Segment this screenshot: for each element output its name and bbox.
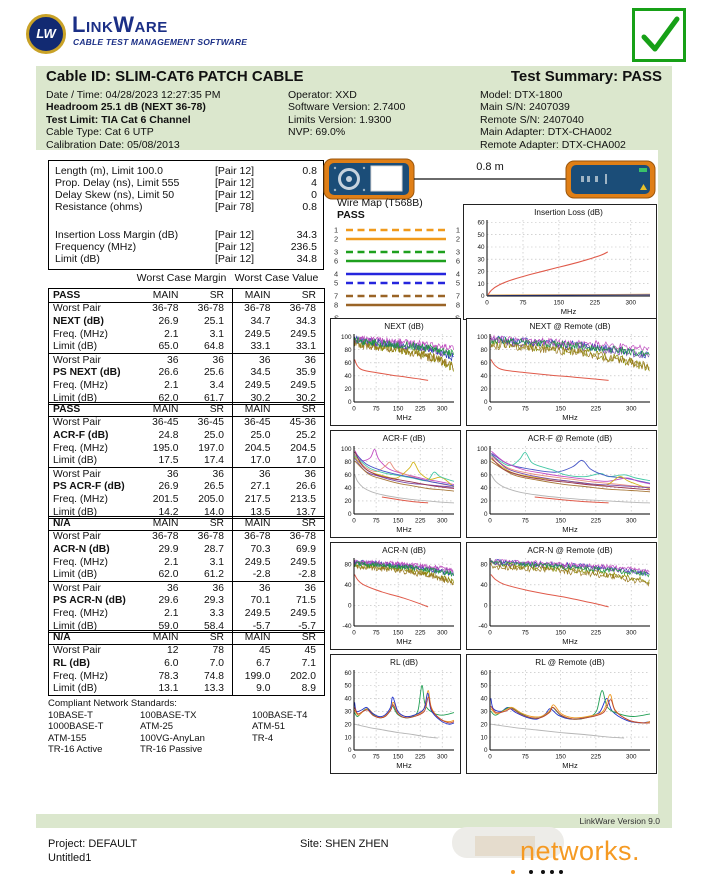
standards-row: TR-16 Active TR-16 Passive	[48, 744, 203, 755]
svg-text:150: 150	[553, 299, 565, 307]
svg-text:20: 20	[344, 386, 352, 394]
brand-dot	[541, 870, 545, 874]
svg-text:100: 100	[476, 445, 488, 453]
svg-text:150: 150	[392, 629, 404, 637]
header-info-line: Main S/N: 2407039	[480, 101, 570, 114]
report-header	[36, 66, 672, 150]
svg-text:100: 100	[340, 445, 352, 453]
header-info-line: NVP: 69.0%	[288, 126, 346, 139]
test-summary: Test Summary: PASS	[510, 68, 662, 85]
header-info-line: Cable Type: Cat 6 UTP	[46, 126, 154, 139]
cable-id: Cable ID: SLIM-CAT6 PATCH CABLE	[46, 68, 304, 85]
svg-text:0: 0	[352, 405, 356, 413]
svg-text:225: 225	[414, 405, 426, 413]
svg-text:75: 75	[519, 299, 527, 307]
brand-dot	[559, 870, 563, 874]
linkware-version: LinkWare Version 9.0	[579, 816, 660, 826]
chart-acrn_main	[330, 542, 461, 650]
chart-svg-acrf_main	[331, 431, 460, 537]
standards-row: 1000BASE-T ATM-25 ATM-51	[48, 721, 286, 732]
brand-dot	[550, 870, 554, 874]
measurement-table: PASS MAIN SR MAIN SR Worst Pair 36-45 36-45 36-45 45-36 ACR-F (dB) 24.8 25.0 25.0 25.2 Freq. (MHz) 195.0 197.0 204.5 204.5 Limit (dB) 17.5 17.4 17.0 17.0 Worst Pair 36 36 36 36 PS ACR-F (dB) 26.9 26.5 27.1 26.6 Freq. (MHz) 201.5 205.0 217.5 213.5 Limit (dB) 14.2 14.0 13.5 13.7	[48, 402, 324, 519]
svg-text:0: 0	[347, 511, 352, 519]
svg-text:0: 0	[352, 753, 356, 761]
svg-text:30: 30	[477, 256, 485, 264]
svg-text:MHz: MHz	[562, 761, 578, 770]
svg-text:20: 20	[344, 498, 352, 506]
summary-row: Prop. Delay (ns), Limit 555 [Pair 12] 4	[55, 177, 317, 189]
svg-text:300: 300	[625, 405, 637, 413]
svg-text:1: 1	[455, 225, 460, 235]
svg-text:75: 75	[521, 517, 529, 525]
svg-text:5: 5	[334, 278, 339, 288]
svg-text:30: 30	[480, 708, 488, 716]
summary-row: Limit (dB) [Pair 12] 34.8	[55, 253, 317, 265]
header-info-line: Remote S/N: 2407040	[480, 113, 584, 126]
svg-text:150: 150	[555, 753, 566, 761]
svg-text:150: 150	[392, 405, 404, 413]
project-label: Project: DEFAULT	[48, 838, 138, 850]
svg-text:80: 80	[344, 458, 352, 466]
svg-text:3: 3	[334, 247, 339, 257]
measurement-table: N/A MAIN SR MAIN SR Worst Pair 36-78 36-78 36-78 36-78 ACR-N (dB) 29.9 28.7 70.3 69.9 Freq. (MHz) 2.1 3.1 249.5 249.5 Limit (dB) 62.0 61.2 -2.8 -2.8 Worst Pair 36 36 36 36 PS ACR-N (dB) 29.6 29.3 70.1 71.5 Freq. (MHz) 2.1 3.3 249.5 249.5 Limit (dB) 59.0 58.4 -5.7 -5.7	[48, 516, 324, 633]
brand-networks-logo: networks.	[520, 836, 641, 866]
svg-text:300: 300	[625, 753, 637, 761]
svg-text:1: 1	[334, 225, 339, 235]
svg-text:0: 0	[488, 629, 492, 637]
svg-text:60: 60	[480, 669, 488, 677]
chart-rl_remote	[466, 654, 657, 774]
svg-text:5: 5	[455, 278, 460, 288]
length-summary-box	[48, 160, 324, 270]
brand-dot	[529, 870, 533, 874]
svg-text:RL (dB): RL (dB)	[390, 658, 418, 667]
svg-text:0: 0	[483, 602, 488, 610]
svg-text:75: 75	[372, 405, 380, 413]
footer-band	[36, 814, 672, 828]
chart-svg-acrn_remote	[467, 543, 656, 649]
svg-text:MHz: MHz	[562, 525, 578, 534]
svg-text:7: 7	[334, 291, 339, 301]
svg-text:0: 0	[480, 293, 485, 301]
svg-text:60: 60	[344, 669, 352, 677]
wiremap-diagram	[333, 223, 461, 330]
svg-text:3: 3	[455, 247, 460, 257]
worst-case-header	[48, 272, 324, 284]
svg-text:60: 60	[344, 472, 352, 479]
svg-text:0.8 m: 0.8 m	[476, 161, 504, 173]
svg-text:MHz: MHz	[396, 525, 412, 534]
svg-text:20: 20	[480, 498, 488, 506]
app-title: LinkWare	[72, 12, 168, 37]
summary-row: Frequency (MHz) [Pair 12] 236.5	[55, 241, 317, 253]
svg-text:150: 150	[555, 629, 566, 637]
svg-text:0: 0	[347, 602, 352, 610]
svg-text:MHz: MHz	[396, 637, 412, 646]
svg-text:4: 4	[334, 269, 339, 279]
svg-text:MHz: MHz	[562, 413, 578, 422]
svg-text:225: 225	[590, 753, 602, 761]
svg-text:75: 75	[372, 629, 380, 637]
svg-text:0: 0	[347, 399, 352, 407]
chart-svg-acrn_main	[331, 543, 460, 649]
svg-text:300: 300	[436, 517, 448, 525]
svg-text:100: 100	[340, 333, 352, 341]
svg-text:MHz: MHz	[396, 413, 412, 422]
svg-text:-40: -40	[478, 623, 488, 631]
svg-text:40: 40	[344, 582, 352, 589]
right-margin-strip	[658, 150, 672, 814]
brand-dot-orange	[511, 870, 515, 874]
svg-text:75: 75	[521, 629, 529, 637]
svg-text:0: 0	[488, 753, 492, 761]
svg-text:0: 0	[347, 747, 352, 755]
svg-text:60: 60	[480, 472, 488, 479]
svg-text:40: 40	[344, 485, 352, 492]
svg-text:225: 225	[589, 299, 601, 307]
svg-text:75: 75	[372, 517, 380, 525]
svg-text:40: 40	[477, 244, 485, 252]
svg-text:40: 40	[480, 373, 488, 380]
svg-text:40: 40	[480, 695, 488, 703]
svg-text:MHz: MHz	[396, 761, 412, 770]
chart-svg-next_main	[331, 319, 460, 425]
svg-text:0: 0	[488, 517, 492, 525]
svg-text:MHz: MHz	[562, 637, 578, 646]
svg-text:40: 40	[480, 485, 488, 492]
app-subtitle: CABLE TEST MANAGEMENT SOFTWARE	[73, 37, 248, 47]
svg-text:300: 300	[436, 753, 448, 761]
svg-text:60: 60	[344, 360, 352, 367]
svg-text:225: 225	[414, 517, 426, 525]
svg-text:0: 0	[352, 629, 356, 637]
svg-text:80: 80	[344, 346, 352, 354]
header-info-line: Calibration Date: 05/08/2013	[46, 138, 180, 151]
chart-acrf_remote	[466, 430, 657, 538]
header-info-line: Operator: XXD	[288, 89, 357, 101]
standards-row: 10BASE-T 100BASE-TX 100BASE-T4	[48, 709, 308, 721]
header-info-line: Model: DTX-1800	[480, 89, 563, 101]
header-col-middle	[288, 89, 405, 139]
svg-text:0: 0	[483, 399, 488, 407]
svg-text:20: 20	[480, 386, 488, 394]
svg-text:150: 150	[555, 517, 566, 525]
svg-text:225: 225	[590, 629, 602, 637]
wiremap-title-text: Wire Map (T568B)	[337, 197, 423, 209]
chart-next_main	[330, 318, 461, 426]
header-info-line: Remote Adapter: DTX-CHA002	[480, 138, 626, 151]
worst-case-value-label: Worst Case Value	[234, 272, 319, 284]
svg-text:40: 40	[344, 373, 352, 380]
tester-devices-svg	[323, 156, 657, 202]
chart-svg-acrf_remote	[467, 431, 656, 537]
svg-text:225: 225	[590, 405, 602, 413]
svg-text:8: 8	[455, 300, 460, 310]
svg-text:75: 75	[521, 405, 529, 413]
svg-text:150: 150	[555, 405, 566, 413]
measurement-table: PASS MAIN SR MAIN SR Worst Pair 36-78 36-78 36-78 36-78 NEXT (dB) 26.9 25.1 34.7 34.3 Freq. (MHz) 2.1 3.1 249.5 249.5 Limit (dB) 65.0 64.8 33.1 33.1 Worst Pair 36 36 36 36 PS NEXT (dB) 26.6 25.6 34.5 35.9 Freq. (MHz) 2.1 3.4 249.5 249.5 Limit (dB) 62.0 61.7 30.2 30.2	[48, 288, 324, 405]
svg-text:80: 80	[480, 561, 488, 569]
network-standards	[48, 698, 338, 756]
measurement-table: N/A MAIN SR MAIN SR Worst Pair 12 78 45 45 RL (dB) 6.0 7.0 6.7 7.1 Freq. (MHz) 78.3 74.8 199.0 202.0 Limit (dB) 13.1 13.3 9.0 8.9	[48, 630, 324, 696]
wiremap-status: PASS	[337, 209, 365, 221]
svg-text:40: 40	[344, 695, 352, 703]
svg-text:50: 50	[480, 682, 488, 690]
svg-text:10: 10	[344, 734, 352, 742]
svg-text:80: 80	[480, 346, 488, 354]
summary-row: Resistance (ohms) [Pair 78] 0.8	[55, 201, 317, 213]
svg-text:60: 60	[477, 219, 485, 227]
svg-text:100: 100	[476, 333, 488, 341]
standards-title: Compliant Network Standards:	[48, 698, 177, 709]
svg-text:300: 300	[625, 299, 637, 307]
summary-row: Delay Skew (ns), Limit 50 [Pair 12] 0	[55, 189, 317, 201]
svg-text:80: 80	[344, 561, 352, 569]
header-info-line: Test Limit: TIA Cat 6 Channel	[46, 113, 191, 126]
svg-text:RL @ Remote (dB): RL @ Remote (dB)	[535, 658, 605, 667]
svg-text:6: 6	[455, 256, 460, 266]
svg-text:75: 75	[372, 753, 380, 761]
wiremap-title	[337, 197, 423, 221]
svg-text:0: 0	[488, 405, 492, 413]
untitled-label: Untitled1	[48, 852, 92, 864]
svg-text:ACR-N @ Remote (dB): ACR-N @ Remote (dB)	[527, 546, 613, 555]
header-col-left	[46, 89, 221, 151]
chart-next_remote	[466, 318, 657, 426]
checkmark-icon	[635, 11, 683, 59]
svg-text:-40: -40	[342, 623, 352, 631]
svg-text:0: 0	[483, 747, 488, 755]
svg-text:225: 225	[414, 753, 426, 761]
svg-text:20: 20	[480, 721, 488, 729]
header-info-line: Date / Time: 04/28/2023 12:27:35 PM	[46, 89, 221, 101]
header-col-right	[480, 89, 626, 151]
svg-text:2: 2	[455, 234, 460, 244]
worst-case-margin-label: Worst Case Margin	[136, 272, 227, 284]
svg-text:ACR-F @ Remote (dB): ACR-F @ Remote (dB)	[527, 434, 613, 443]
svg-text:50: 50	[477, 231, 485, 239]
svg-text:225: 225	[590, 517, 602, 525]
svg-text:ACR-N (dB): ACR-N (dB)	[382, 546, 426, 555]
svg-text:150: 150	[392, 517, 404, 525]
svg-text:20: 20	[477, 268, 485, 276]
chart-svg-il	[464, 205, 656, 319]
svg-text:0: 0	[483, 511, 488, 519]
linkware-logo-icon: LW	[26, 14, 66, 54]
svg-text:8: 8	[334, 300, 339, 310]
svg-text:6: 6	[334, 256, 339, 266]
svg-text:4: 4	[455, 269, 460, 279]
chart-il	[463, 204, 657, 320]
header-info-line: Main Adapter: DTX-CHA002	[480, 126, 612, 139]
chart-svg-rl_main	[331, 655, 460, 773]
svg-text:Insertion Loss (dB): Insertion Loss (dB)	[534, 208, 603, 217]
pass-checkbox	[632, 8, 686, 62]
svg-text:300: 300	[436, 405, 448, 413]
header-info-line: Limits Version: 1.9300	[288, 113, 392, 126]
svg-text:NEXT (dB): NEXT (dB)	[384, 322, 424, 331]
svg-text:10: 10	[480, 734, 488, 742]
svg-text:0: 0	[485, 299, 489, 307]
svg-text:NEXT @ Remote (dB): NEXT @ Remote (dB)	[529, 322, 611, 331]
svg-text:MHz: MHz	[560, 307, 577, 316]
svg-text:60: 60	[480, 360, 488, 367]
chart-rl_main	[330, 654, 461, 774]
chart-svg-next_remote	[467, 319, 656, 425]
summary-row: Length (m), Limit 100.0 [Pair 12] 0.8	[55, 165, 317, 177]
svg-text:50: 50	[344, 682, 352, 690]
summary-row: Insertion Loss Margin (dB) [Pair 12] 34.3	[55, 229, 317, 241]
svg-text:30: 30	[344, 708, 352, 716]
svg-text:2: 2	[334, 234, 339, 244]
chart-acrn_remote	[466, 542, 657, 650]
svg-text:225: 225	[414, 629, 426, 637]
site-label: Site: SHEN ZHEN	[300, 838, 389, 850]
header-info-line: Software Version: 2.7400	[288, 101, 406, 114]
svg-text:10: 10	[477, 280, 485, 288]
svg-text:20: 20	[344, 721, 352, 729]
chart-svg-rl_remote	[467, 655, 656, 773]
svg-text:75: 75	[521, 753, 529, 761]
svg-text:0: 0	[352, 517, 356, 525]
svg-text:300: 300	[625, 517, 637, 525]
svg-text:150: 150	[392, 753, 404, 761]
svg-text:7: 7	[455, 291, 460, 301]
svg-text:300: 300	[625, 629, 637, 637]
svg-text:ACR-F (dB): ACR-F (dB)	[382, 434, 426, 443]
svg-text:300: 300	[436, 629, 448, 637]
chart-acrf_main	[330, 430, 461, 538]
standards-row: ATM-155 100VG-AnyLan TR-4	[48, 732, 274, 744]
svg-text:40: 40	[480, 582, 488, 589]
svg-text:80: 80	[480, 458, 488, 466]
wiremap-svg	[333, 223, 461, 325]
header-info-line: Headroom 25.1 dB (NEXT 36-78)	[46, 101, 206, 114]
